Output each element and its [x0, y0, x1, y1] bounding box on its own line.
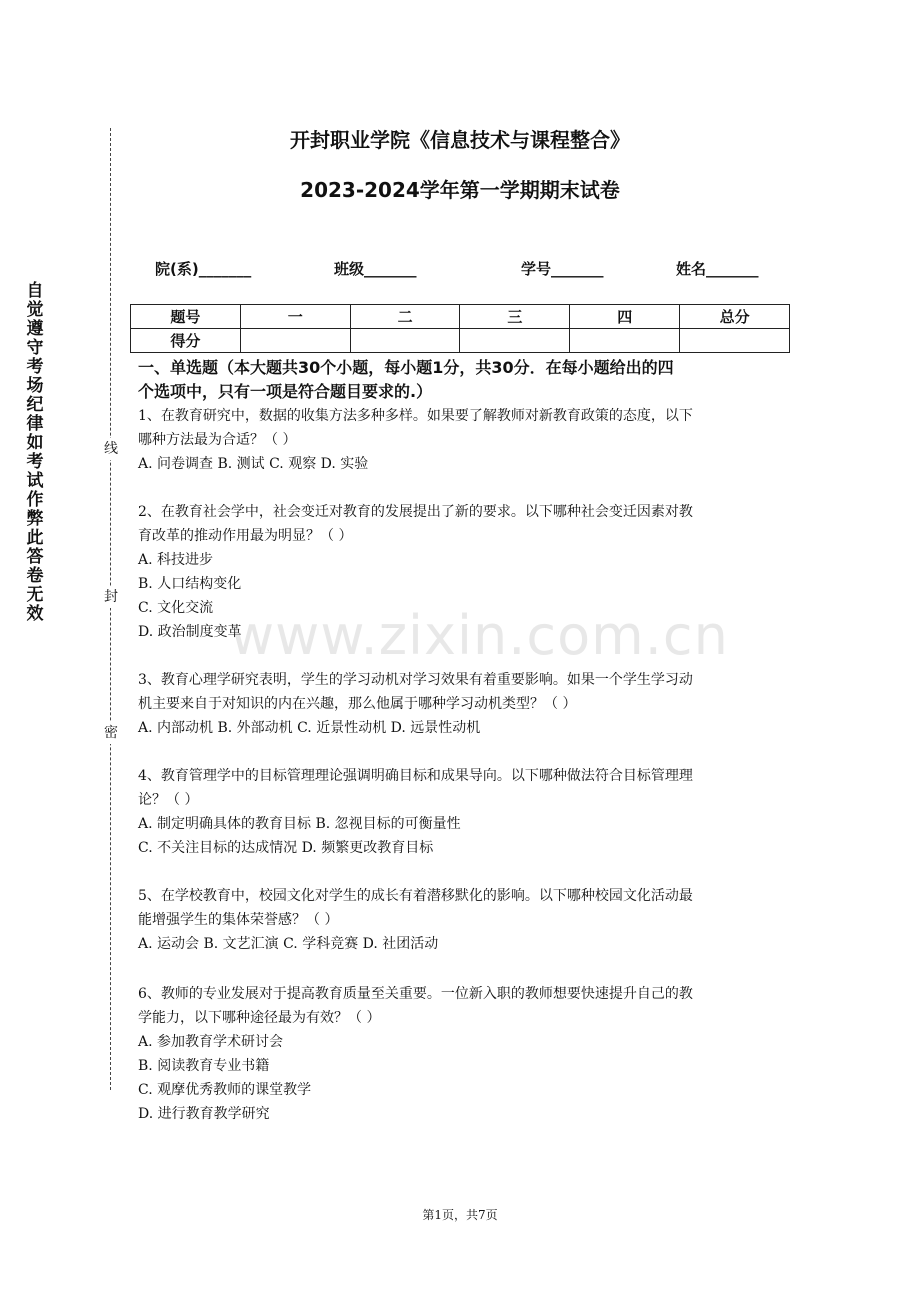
- section-heading-line: 个选项中，只有一项是符合题目要求的.）: [138, 382, 433, 401]
- exam-subtitle: 2023-2024学年第一学期期末试卷: [300, 178, 620, 202]
- seal-mark-secret: 密: [101, 722, 121, 744]
- question-stem: 6、教师的专业发展对于提高教育质量至关重要。一位新入职的教师想要快速提升自己的教: [138, 986, 693, 1002]
- seal-mark-seal: 封: [101, 586, 121, 608]
- student-info-row: [0, 258, 920, 280]
- question-option: C. 文化交流: [138, 600, 214, 616]
- page-footer: 第1页，共7页: [422, 1208, 498, 1222]
- score-cell: [460, 329, 570, 353]
- score-cell: 一: [240, 305, 350, 329]
- question-stem: 2、在教育社会学中，社会变迁对教育的发展提出了新的要求。以下哪种社会变迁因素对教: [138, 504, 693, 520]
- score-table-score-row: [131, 329, 790, 353]
- score-table: [130, 304, 790, 353]
- question-5: [138, 884, 788, 956]
- exam-title: 开封职业学院《信息技术与课程整合》: [290, 128, 630, 152]
- score-table-header-row: [131, 305, 790, 329]
- question-stem: 学能力，以下哪种途径最为有效？（ ）: [138, 1010, 381, 1026]
- score-cell: 总分: [680, 305, 790, 329]
- question-4: [138, 764, 788, 860]
- student-id-field: 学号_______: [521, 260, 604, 278]
- question-option: D. 进行教育教学研究: [138, 1106, 270, 1122]
- question-stem: 论？（ ）: [138, 792, 199, 808]
- question-stem: 育改革的推动作用最为明显？（ ）: [138, 528, 353, 544]
- score-cell: 题号: [131, 305, 241, 329]
- question-option: A. 参加教育学术研讨会: [138, 1034, 284, 1050]
- question-option: D. 政治制度变革: [138, 624, 242, 640]
- question-3: [138, 668, 788, 740]
- section-heading-line: 一、单选题（本大题共30个小题，每小题1分，共30分．在每小题给出的四: [138, 358, 674, 377]
- question-option: A. 运动会 B. 文艺汇演 C. 学科竞赛 D. 社团活动: [138, 936, 439, 952]
- question-option: A. 内部动机 B. 外部动机 C. 近景性动机 D. 远景性动机: [138, 720, 481, 736]
- question-6: [138, 982, 788, 1126]
- question-option: C. 不关注目标的达成情况 D. 频繁更改教育目标: [138, 840, 434, 856]
- question-1: [138, 404, 788, 476]
- score-cell: 得分: [131, 329, 241, 353]
- question-stem: 能增强学生的集体荣誉感？（ ）: [138, 912, 339, 928]
- exam-discipline-note: 自觉遵守考场纪律如考试作弊此答卷无效: [26, 281, 44, 624]
- question-stem: 哪种方法最为合适？（ ）: [138, 432, 297, 448]
- score-cell: 四: [570, 305, 680, 329]
- watermark: www.zixin.com.cn: [230, 604, 729, 667]
- question-stem: 1、在教育研究中，数据的收集方法多种多样。如果要了解教师对新教育政策的态度，以下: [138, 408, 693, 424]
- question-option: B. 人口结构变化: [138, 576, 242, 592]
- section-heading: [138, 356, 788, 404]
- seal-mark-line: 线: [101, 438, 121, 460]
- score-cell: [240, 329, 350, 353]
- name-field: 姓名_______: [676, 260, 759, 278]
- question-option: B. 阅读教育专业书籍: [138, 1058, 270, 1074]
- question-option: A. 制定明确具体的教育目标 B. 忽视目标的可衡量性: [138, 816, 461, 832]
- question-stem: 3、教育心理学研究表明，学生的学习动机对学习效果有着重要影响。如果一个学生学习动: [138, 672, 693, 688]
- department-field: 院(系)_______: [155, 260, 252, 278]
- question-stem: 4、教育管理学中的目标管理理论强调明确目标和成果导向。以下哪种做法符合目标管理理: [138, 768, 693, 784]
- question-stem: 机主要来自于对知识的内在兴趣，那么他属于哪种学习动机类型？（ ）: [138, 696, 577, 712]
- score-cell: 二: [350, 305, 460, 329]
- question-stem: 5、在学校教育中，校园文化对学生的成长有着潜移默化的影响。以下哪种校园文化活动最: [138, 888, 693, 904]
- question-option: C. 观摩优秀教师的课堂教学: [138, 1082, 312, 1098]
- score-cell: 三: [460, 305, 570, 329]
- question-option: A. 科技进步: [138, 552, 214, 568]
- score-cell: [680, 329, 790, 353]
- class-field: 班级_______: [334, 260, 417, 278]
- question-option: A. 问卷调查 B. 测试 C. 观察 D. 实验: [138, 456, 369, 472]
- score-cell: [570, 329, 680, 353]
- score-cell: [350, 329, 460, 353]
